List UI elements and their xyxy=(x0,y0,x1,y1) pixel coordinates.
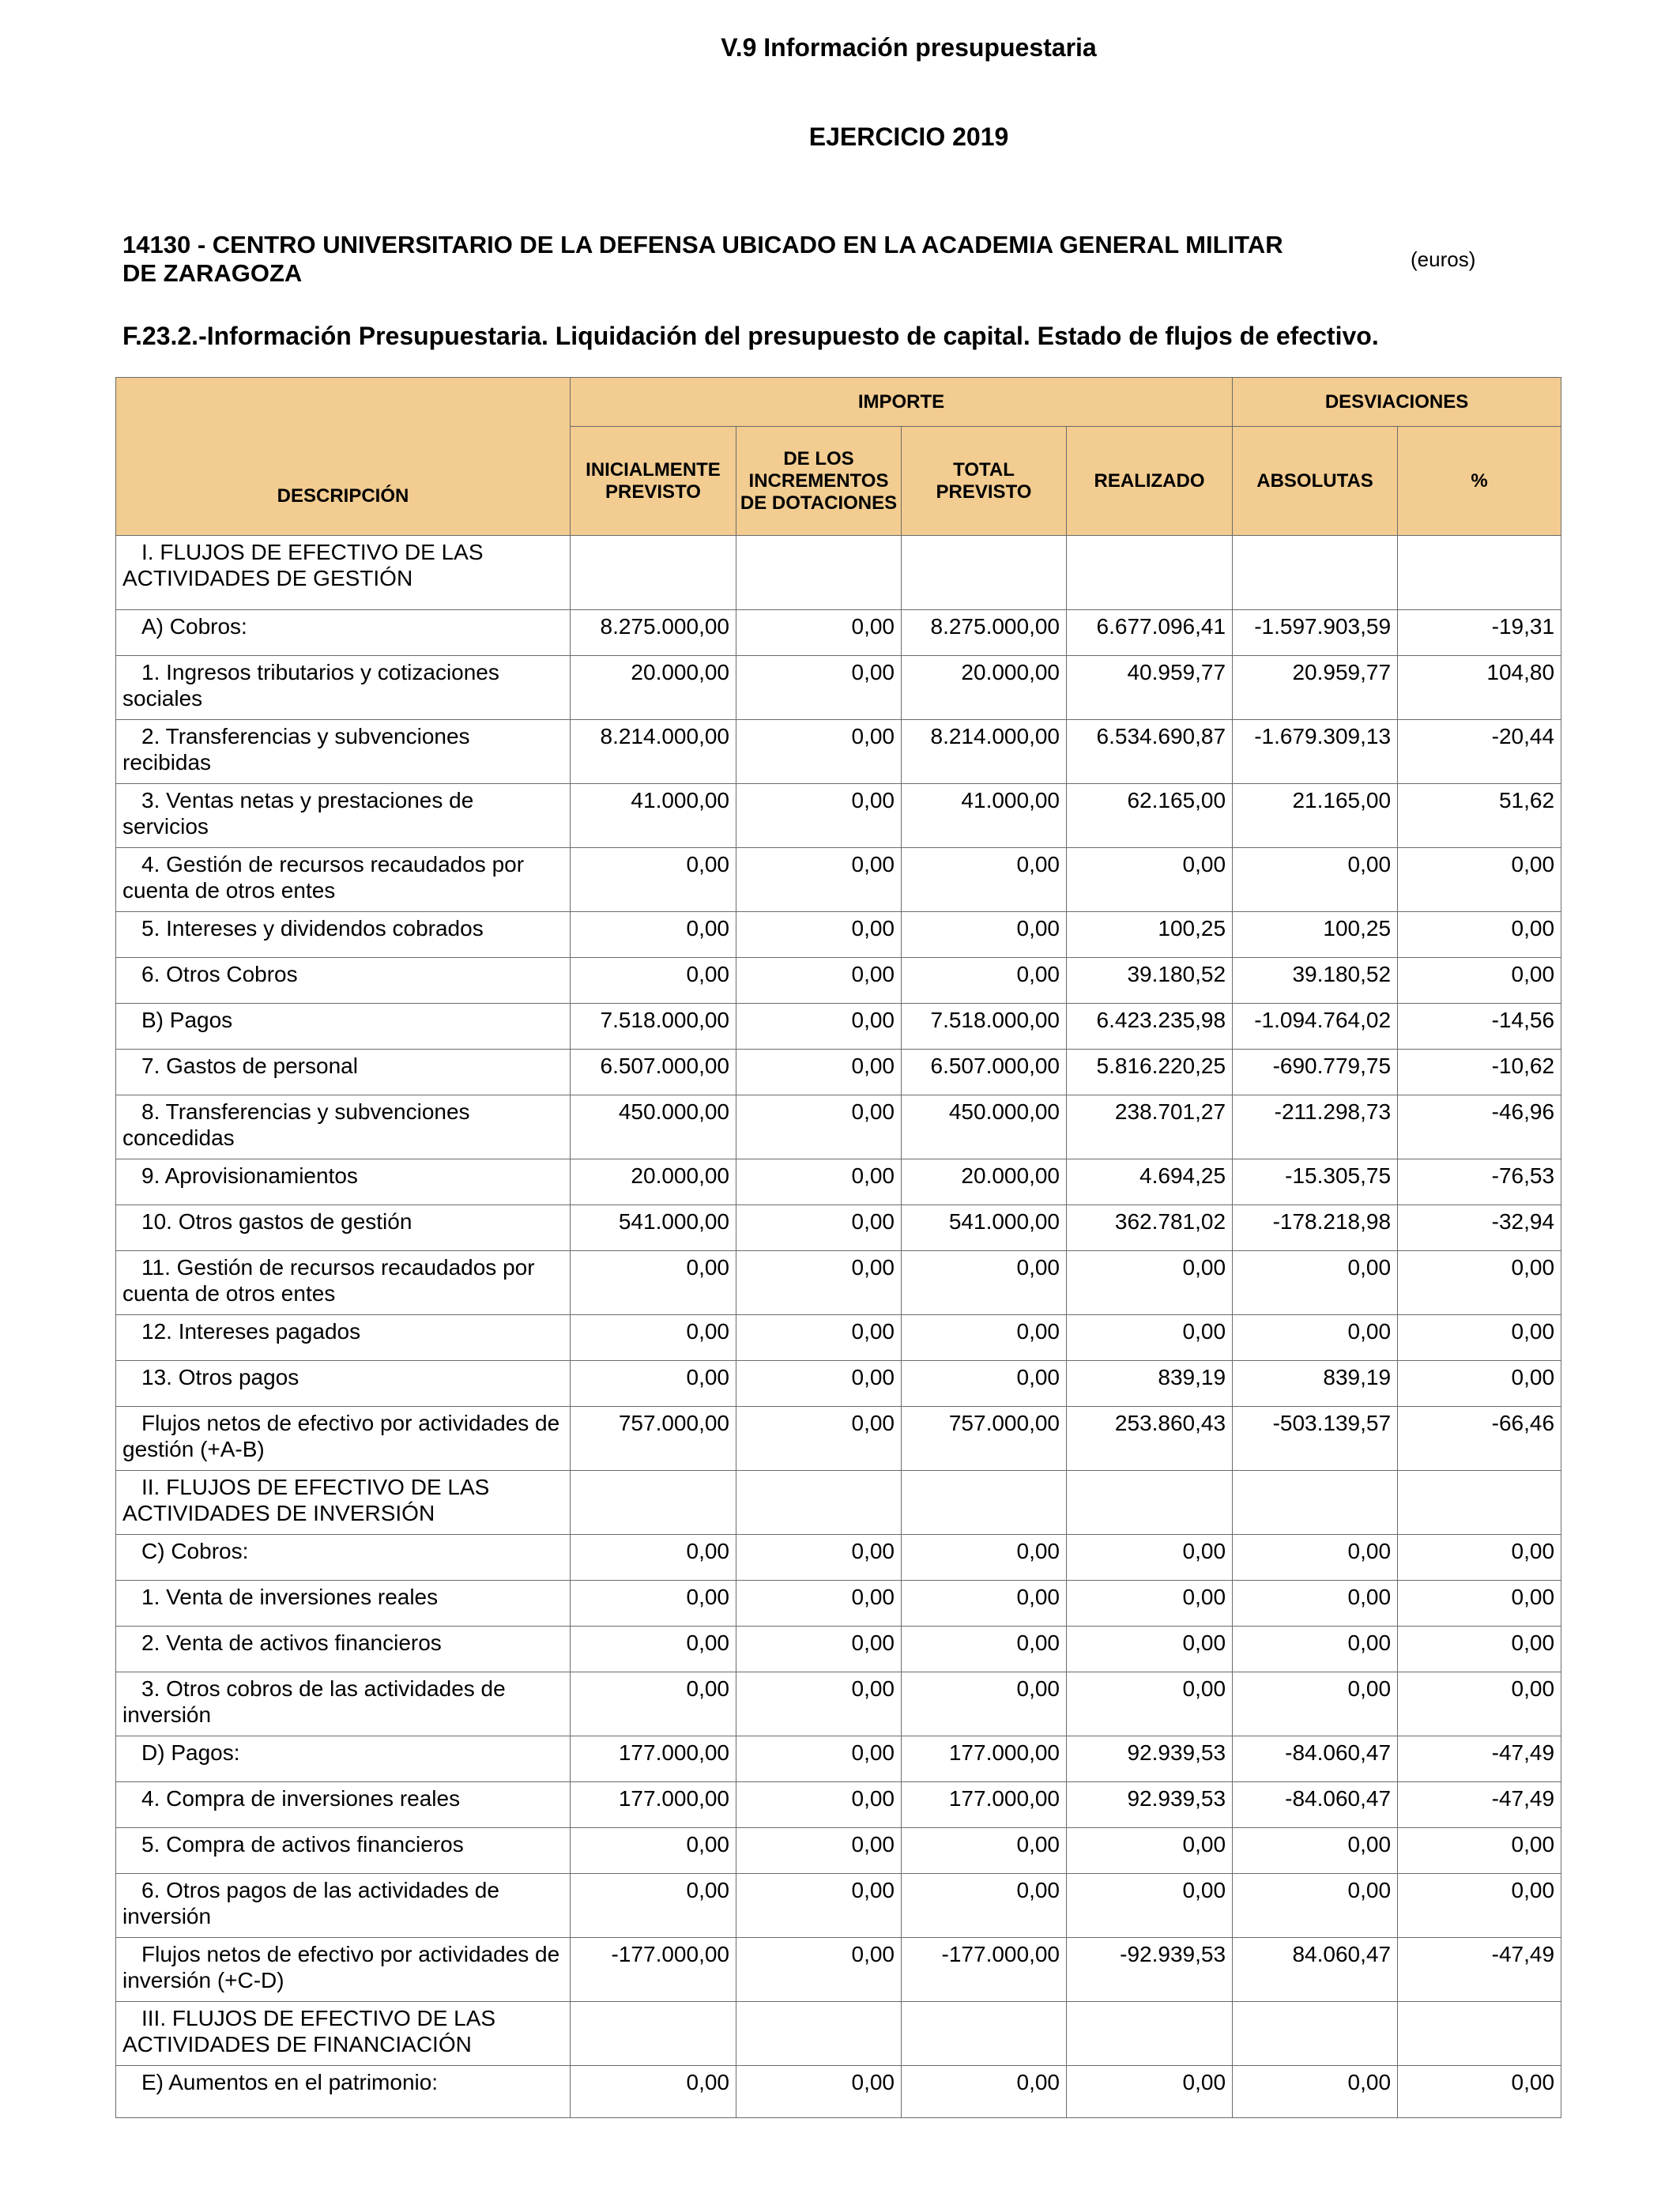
row-description xyxy=(116,610,571,656)
cell-realizado: 5.816.220,25 xyxy=(1067,1050,1233,1095)
row-label: A) Cobros: xyxy=(141,614,247,639)
row-label: 10. Otros gastos de gestión xyxy=(141,1209,412,1234)
cell-inicial: 541.000,00 xyxy=(571,1205,736,1251)
row-description xyxy=(116,1361,571,1407)
row-label: 13. Otros pagos xyxy=(141,1365,299,1389)
cell-incrementos: 0,00 xyxy=(736,1407,902,1471)
table-row xyxy=(116,848,1561,912)
cell-realizado: 0,00 xyxy=(1067,2066,1233,2118)
cell-total: 177.000,00 xyxy=(902,1782,1067,1828)
row-description xyxy=(116,536,571,610)
cell-inicial: 0,00 xyxy=(571,1535,736,1581)
row-label: D) Pagos: xyxy=(141,1740,240,1765)
row-label: B) Pagos xyxy=(141,1008,233,1032)
cell-total: 541.000,00 xyxy=(902,1205,1067,1251)
section-title: V.9 Información presupuestaria xyxy=(721,33,1097,62)
cell-pct: -47,49 xyxy=(1398,1938,1561,2002)
cell-total: 7.518.000,00 xyxy=(902,1004,1067,1050)
row-label: II. FLUJOS DE EFECTIVO DE LAS ACTIVIDADES DE INVERSIÓN xyxy=(122,1475,490,1525)
cell-absolutas: -84.060,47 xyxy=(1233,1782,1398,1828)
cell-pct: 51,62 xyxy=(1398,784,1561,848)
table-row xyxy=(116,720,1561,784)
cell-incrementos: 0,00 xyxy=(736,784,902,848)
cell-total: 757.000,00 xyxy=(902,1407,1067,1471)
cell-total: 0,00 xyxy=(902,1874,1067,1938)
cell-total: 0,00 xyxy=(902,958,1067,1004)
row-description xyxy=(116,1471,571,1535)
table-row xyxy=(116,1672,1561,1736)
table-row xyxy=(116,2002,1561,2066)
cell-absolutas: -1.679.309,13 xyxy=(1233,720,1398,784)
table-body xyxy=(116,536,1561,2118)
cell-incrementos: 0,00 xyxy=(736,1361,902,1407)
cell-pct: 0,00 xyxy=(1398,2066,1561,2118)
row-label: Flujos netos de efectivo por actividades de gestión (+A-B) xyxy=(122,1411,560,1461)
cell-inicial: 450.000,00 xyxy=(571,1095,736,1159)
table-row xyxy=(116,1581,1561,1627)
row-description xyxy=(116,1315,571,1361)
col-total-header: TOTAL PREVISTO xyxy=(902,427,1067,536)
row-label: 1. Ingresos tributarios y cotizaciones sociales xyxy=(122,660,499,711)
cell-inicial: 0,00 xyxy=(571,912,736,958)
cell-inicial: 0,00 xyxy=(571,2066,736,2118)
row-description xyxy=(116,848,571,912)
cell-absolutas xyxy=(1233,1471,1398,1535)
cell-realizado: 6.423.235,98 xyxy=(1067,1004,1233,1050)
row-label: 4. Compra de inversiones reales xyxy=(141,1786,461,1811)
col-pct-header: % xyxy=(1398,427,1561,536)
cell-incrementos: 0,00 xyxy=(736,1736,902,1782)
cell-inicial: 41.000,00 xyxy=(571,784,736,848)
cell-incrementos: 0,00 xyxy=(736,1938,902,2002)
cell-pct: -76,53 xyxy=(1398,1159,1561,1205)
cell-absolutas xyxy=(1233,2002,1398,2066)
cell-absolutas: 100,25 xyxy=(1233,912,1398,958)
cell-incrementos: 0,00 xyxy=(736,1581,902,1627)
report-subtitle: F.23.2.-Información Presupuestaria. Liquidación del presupuesto de capital. Estado de flujos de efectivo. xyxy=(122,322,1379,350)
row-description xyxy=(116,1782,571,1828)
table-row xyxy=(116,1874,1561,1938)
table-row xyxy=(116,2066,1561,2118)
cell-inicial: 20.000,00 xyxy=(571,1159,736,1205)
units-label: (euros) xyxy=(1411,247,1476,271)
table-row xyxy=(116,1627,1561,1672)
cell-absolutas: 0,00 xyxy=(1233,1627,1398,1672)
cash-flow-table xyxy=(115,377,1561,2118)
cell-incrementos: 0,00 xyxy=(736,656,902,720)
row-label: 6. Otros Cobros xyxy=(141,962,298,986)
cell-pct: -47,49 xyxy=(1398,1736,1561,1782)
cell-inicial: 177.000,00 xyxy=(571,1782,736,1828)
cell-realizado xyxy=(1067,1471,1233,1535)
cell-incrementos: 0,00 xyxy=(736,610,902,656)
cell-pct: -14,56 xyxy=(1398,1004,1561,1050)
table-row xyxy=(116,1159,1561,1205)
row-description xyxy=(116,1874,571,1938)
row-description xyxy=(116,1736,571,1782)
cell-total: 20.000,00 xyxy=(902,656,1067,720)
row-label: 9. Aprovisionamientos xyxy=(141,1163,358,1188)
cell-realizado: 238.701,27 xyxy=(1067,1095,1233,1159)
row-description xyxy=(116,912,571,958)
cell-incrementos: 0,00 xyxy=(736,1315,902,1361)
row-label: C) Cobros: xyxy=(141,1539,249,1563)
col-incrementos-header: DE LOS INCREMENTOS DE DOTACIONES xyxy=(736,427,902,536)
col-realizado-header: REALIZADO xyxy=(1067,427,1233,536)
cell-realizado: -92.939,53 xyxy=(1067,1938,1233,2002)
cell-realizado: 0,00 xyxy=(1067,1874,1233,1938)
cell-incrementos xyxy=(736,536,902,610)
table-row xyxy=(116,1251,1561,1315)
cell-inicial: 0,00 xyxy=(571,1828,736,1874)
cell-pct xyxy=(1398,2002,1561,2066)
table-row xyxy=(116,1004,1561,1050)
row-label: III. FLUJOS DE EFECTIVO DE LAS ACTIVIDADES DE FINANCIACIÓN xyxy=(122,2006,496,2056)
row-label: Flujos netos de efectivo por actividades de inversión (+C-D) xyxy=(122,1942,560,1992)
cell-realizado: 4.694,25 xyxy=(1067,1159,1233,1205)
cell-total: 0,00 xyxy=(902,1672,1067,1736)
cell-inicial: 0,00 xyxy=(571,848,736,912)
cell-pct xyxy=(1398,536,1561,610)
table-row xyxy=(116,1471,1561,1535)
cell-inicial: 7.518.000,00 xyxy=(571,1004,736,1050)
cell-total: 0,00 xyxy=(902,1315,1067,1361)
table-row xyxy=(116,1361,1561,1407)
cell-inicial: 20.000,00 xyxy=(571,656,736,720)
cell-pct: 0,00 xyxy=(1398,912,1561,958)
cell-total xyxy=(902,2002,1067,2066)
cell-incrementos xyxy=(736,1471,902,1535)
cell-incrementos xyxy=(736,2002,902,2066)
table-row xyxy=(116,1095,1561,1159)
row-description xyxy=(116,656,571,720)
cell-inicial xyxy=(571,1471,736,1535)
cell-absolutas: -503.139,57 xyxy=(1233,1407,1398,1471)
cell-realizado: 0,00 xyxy=(1067,1581,1233,1627)
cell-realizado: 6.677.096,41 xyxy=(1067,610,1233,656)
cell-inicial: 177.000,00 xyxy=(571,1736,736,1782)
cell-incrementos: 0,00 xyxy=(736,1004,902,1050)
cell-incrementos: 0,00 xyxy=(736,1672,902,1736)
table-row xyxy=(116,1315,1561,1361)
row-description xyxy=(116,1828,571,1874)
cell-realizado: 0,00 xyxy=(1067,1828,1233,1874)
cell-pct: 0,00 xyxy=(1398,1361,1561,1407)
cell-incrementos: 0,00 xyxy=(736,1251,902,1315)
cell-realizado: 839,19 xyxy=(1067,1361,1233,1407)
row-description xyxy=(116,958,571,1004)
cell-total: 0,00 xyxy=(902,1828,1067,1874)
cell-total: 8.214.000,00 xyxy=(902,720,1067,784)
cell-total: 0,00 xyxy=(902,1251,1067,1315)
table-row xyxy=(116,1938,1561,2002)
row-description xyxy=(116,1095,571,1159)
group-desviaciones-header: DESVIACIONES xyxy=(1233,378,1561,427)
cell-pct: -32,94 xyxy=(1398,1205,1561,1251)
cell-realizado xyxy=(1067,2002,1233,2066)
entity-title: 14130 - CENTRO UNIVERSITARIO DE LA DEFENSA UBICADO EN LA ACADEMIA GENERAL MILITAR DE ZARAGOZA xyxy=(122,231,1283,287)
cell-realizado: 0,00 xyxy=(1067,1535,1233,1581)
cell-incrementos: 0,00 xyxy=(736,1159,902,1205)
cell-pct: -66,46 xyxy=(1398,1407,1561,1471)
cell-realizado xyxy=(1067,536,1233,610)
cell-absolutas: 0,00 xyxy=(1233,1535,1398,1581)
cell-inicial xyxy=(571,536,736,610)
cell-incrementos: 0,00 xyxy=(736,848,902,912)
table-header xyxy=(116,378,1561,536)
table-row xyxy=(116,1050,1561,1095)
row-description xyxy=(116,1581,571,1627)
table-row xyxy=(116,1828,1561,1874)
cell-pct: 0,00 xyxy=(1398,848,1561,912)
cell-pct: 0,00 xyxy=(1398,1828,1561,1874)
row-description xyxy=(116,1004,571,1050)
cell-absolutas: 21.165,00 xyxy=(1233,784,1398,848)
row-description xyxy=(116,1535,571,1581)
cell-total xyxy=(902,536,1067,610)
col-descripcion-header: DESCRIPCIÓN xyxy=(116,378,571,536)
cell-realizado: 0,00 xyxy=(1067,1627,1233,1672)
table-row xyxy=(116,610,1561,656)
table-row xyxy=(116,1782,1561,1828)
cell-absolutas: 0,00 xyxy=(1233,2066,1398,2118)
row-label: E) Aumentos en el patrimonio: xyxy=(141,2070,439,2094)
row-label: 8. Transferencias y subvenciones concedidas xyxy=(122,1099,470,1150)
cell-inicial: 0,00 xyxy=(571,1672,736,1736)
cell-inicial: 0,00 xyxy=(571,1361,736,1407)
cell-total: 8.275.000,00 xyxy=(902,610,1067,656)
cell-absolutas: -84.060,47 xyxy=(1233,1736,1398,1782)
table-row xyxy=(116,1205,1561,1251)
cell-absolutas: 0,00 xyxy=(1233,1315,1398,1361)
row-description xyxy=(116,1205,571,1251)
col-absolutas-header: ABSOLUTAS xyxy=(1233,427,1398,536)
row-description xyxy=(116,1050,571,1095)
cell-absolutas: 0,00 xyxy=(1233,1251,1398,1315)
row-description xyxy=(116,1159,571,1205)
cell-pct: 0,00 xyxy=(1398,1672,1561,1736)
cell-total: 6.507.000,00 xyxy=(902,1050,1067,1095)
cell-absolutas: 20.959,77 xyxy=(1233,656,1398,720)
cell-total: 0,00 xyxy=(902,912,1067,958)
table-row xyxy=(116,784,1561,848)
cell-inicial: 8.214.000,00 xyxy=(571,720,736,784)
cell-realizado: 40.959,77 xyxy=(1067,656,1233,720)
cell-absolutas xyxy=(1233,536,1398,610)
row-description xyxy=(116,1938,571,2002)
row-description xyxy=(116,1672,571,1736)
cell-total xyxy=(902,1471,1067,1535)
cell-incrementos: 0,00 xyxy=(736,2066,902,2118)
cell-realizado: 62.165,00 xyxy=(1067,784,1233,848)
cell-pct: 0,00 xyxy=(1398,1627,1561,1672)
cell-incrementos: 0,00 xyxy=(736,1205,902,1251)
cell-pct: -46,96 xyxy=(1398,1095,1561,1159)
cell-absolutas: -690.779,75 xyxy=(1233,1050,1398,1095)
cell-total: 0,00 xyxy=(902,1581,1067,1627)
row-description xyxy=(116,1627,571,1672)
cell-realizado: 39.180,52 xyxy=(1067,958,1233,1004)
cell-absolutas: -1.094.764,02 xyxy=(1233,1004,1398,1050)
cell-pct: 0,00 xyxy=(1398,958,1561,1004)
cell-inicial: 757.000,00 xyxy=(571,1407,736,1471)
cell-inicial: 0,00 xyxy=(571,1627,736,1672)
cell-total: -177.000,00 xyxy=(902,1938,1067,2002)
row-label: 5. Intereses y dividendos cobrados xyxy=(141,916,484,941)
cell-total: 0,00 xyxy=(902,848,1067,912)
row-description xyxy=(116,2002,571,2066)
cell-incrementos: 0,00 xyxy=(736,1095,902,1159)
table-row xyxy=(116,958,1561,1004)
table-row xyxy=(116,656,1561,720)
row-description xyxy=(116,720,571,784)
cell-absolutas: 84.060,47 xyxy=(1233,1938,1398,2002)
cell-total: 0,00 xyxy=(902,1535,1067,1581)
cell-total: 0,00 xyxy=(902,2066,1067,2118)
cell-pct: -19,31 xyxy=(1398,610,1561,656)
cell-inicial: 0,00 xyxy=(571,958,736,1004)
cell-absolutas: 39.180,52 xyxy=(1233,958,1398,1004)
cell-total: 450.000,00 xyxy=(902,1095,1067,1159)
cell-inicial: 8.275.000,00 xyxy=(571,610,736,656)
cell-realizado: 0,00 xyxy=(1067,1251,1233,1315)
cell-absolutas: 839,19 xyxy=(1233,1361,1398,1407)
row-description xyxy=(116,2066,571,2118)
cell-pct: 0,00 xyxy=(1398,1581,1561,1627)
row-label: 4. Gestión de recursos recaudados por cuenta de otros entes xyxy=(122,852,525,903)
row-label: I. FLUJOS DE EFECTIVO DE LAS ACTIVIDADES DE GESTIÓN xyxy=(122,540,484,590)
row-description xyxy=(116,1251,571,1315)
cell-absolutas: 0,00 xyxy=(1233,1581,1398,1627)
cell-total: 177.000,00 xyxy=(902,1736,1067,1782)
cell-total: 41.000,00 xyxy=(902,784,1067,848)
cell-absolutas: 0,00 xyxy=(1233,848,1398,912)
cell-pct: -47,49 xyxy=(1398,1782,1561,1828)
cell-total: 0,00 xyxy=(902,1361,1067,1407)
cell-inicial: 6.507.000,00 xyxy=(571,1050,736,1095)
cell-pct: 0,00 xyxy=(1398,1874,1561,1938)
cell-absolutas: -1.597.903,59 xyxy=(1233,610,1398,656)
row-label: 3. Otros cobros de las actividades de inversión xyxy=(122,1676,506,1727)
cell-pct: 0,00 xyxy=(1398,1535,1561,1581)
cell-absolutas: 0,00 xyxy=(1233,1874,1398,1938)
cell-absolutas: -178.218,98 xyxy=(1233,1205,1398,1251)
cell-total: 0,00 xyxy=(902,1627,1067,1672)
cell-incrementos: 0,00 xyxy=(736,912,902,958)
cell-realizado: 0,00 xyxy=(1067,1315,1233,1361)
cell-realizado: 100,25 xyxy=(1067,912,1233,958)
cell-realizado: 0,00 xyxy=(1067,1672,1233,1736)
row-label: 7. Gastos de personal xyxy=(141,1054,358,1078)
row-description xyxy=(116,1407,571,1471)
cell-pct: -20,44 xyxy=(1398,720,1561,784)
row-label: 11. Gestión de recursos recaudados por cuenta de otros entes xyxy=(122,1255,535,1306)
cell-inicial: 0,00 xyxy=(571,1251,736,1315)
table-row xyxy=(116,536,1561,610)
cell-incrementos: 0,00 xyxy=(736,1828,902,1874)
cell-absolutas: -15.305,75 xyxy=(1233,1159,1398,1205)
cell-incrementos: 0,00 xyxy=(736,720,902,784)
table-row xyxy=(116,1407,1561,1471)
cell-realizado: 362.781,02 xyxy=(1067,1205,1233,1251)
cell-realizado: 6.534.690,87 xyxy=(1067,720,1233,784)
fiscal-year-title: EJERCICIO 2019 xyxy=(808,123,1009,151)
cell-incrementos: 0,00 xyxy=(736,1627,902,1672)
cell-absolutas: 0,00 xyxy=(1233,1828,1398,1874)
cell-incrementos: 0,00 xyxy=(736,1782,902,1828)
row-label: 2. Venta de activos financieros xyxy=(141,1630,442,1655)
row-label: 12. Intereses pagados xyxy=(141,1319,361,1344)
cell-pct: 0,00 xyxy=(1398,1251,1561,1315)
cell-inicial: -177.000,00 xyxy=(571,1938,736,2002)
cell-realizado: 92.939,53 xyxy=(1067,1782,1233,1828)
cell-pct: -10,62 xyxy=(1398,1050,1561,1095)
cell-absolutas: -211.298,73 xyxy=(1233,1095,1398,1159)
cell-total: 20.000,00 xyxy=(902,1159,1067,1205)
table-row xyxy=(116,1736,1561,1782)
cell-realizado: 0,00 xyxy=(1067,848,1233,912)
cell-incrementos: 0,00 xyxy=(736,1050,902,1095)
cell-incrementos: 0,00 xyxy=(736,1874,902,1938)
row-description xyxy=(116,784,571,848)
cell-realizado: 253.860,43 xyxy=(1067,1407,1233,1471)
row-label: 6. Otros pagos de las actividades de inversión xyxy=(122,1878,499,1928)
cell-pct xyxy=(1398,1471,1561,1535)
cell-inicial xyxy=(571,2002,736,2066)
group-importe-header: IMPORTE xyxy=(571,378,1233,427)
cell-incrementos: 0,00 xyxy=(736,1535,902,1581)
cell-incrementos: 0,00 xyxy=(736,958,902,1004)
row-label: 5. Compra de activos financieros xyxy=(141,1832,464,1857)
cell-realizado: 92.939,53 xyxy=(1067,1736,1233,1782)
row-label: 1. Venta de inversiones reales xyxy=(141,1585,439,1609)
table-row xyxy=(116,1535,1561,1581)
cell-inicial: 0,00 xyxy=(571,1874,736,1938)
cell-inicial: 0,00 xyxy=(571,1315,736,1361)
row-label: 2. Transferencias y subvenciones recibidas xyxy=(122,724,470,775)
cell-inicial: 0,00 xyxy=(571,1581,736,1627)
cell-pct: 0,00 xyxy=(1398,1315,1561,1361)
table-row xyxy=(116,912,1561,958)
col-inicial-header: INICIALMENTE PREVISTO xyxy=(571,427,736,536)
row-label: 3. Ventas netas y prestaciones de servicios xyxy=(122,788,474,839)
cell-absolutas: 0,00 xyxy=(1233,1672,1398,1736)
cell-pct: 104,80 xyxy=(1398,656,1561,720)
